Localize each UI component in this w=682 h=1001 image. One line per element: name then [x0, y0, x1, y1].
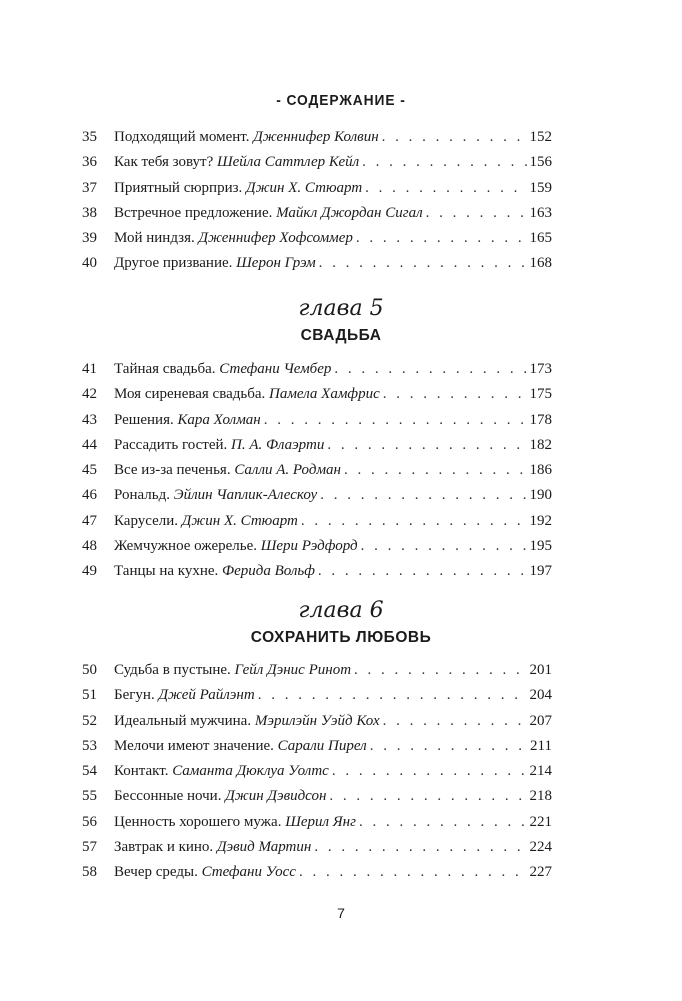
entry-title: Как тебя зовут?	[114, 154, 214, 171]
entry-number: 40	[82, 255, 97, 272]
leader-dots	[299, 864, 527, 881]
entry-title: Контакт.	[114, 763, 169, 780]
entry-title: Рассадить гостей.	[114, 436, 228, 453]
entry-page: 156	[529, 154, 552, 171]
entry-page: 168	[529, 255, 552, 272]
chapter-title: СВАДЬБА	[300, 327, 382, 344]
entry-author: Памела Хамфрис	[269, 386, 380, 403]
chapter-label: глава 5	[298, 296, 384, 321]
toc-entry[interactable]	[82, 205, 552, 230]
entry-author: Кара Холман	[177, 411, 261, 428]
entry-title: Мелочи имеют значение.	[114, 737, 274, 754]
toc-entry[interactable]	[82, 814, 552, 839]
entry-number: 48	[82, 538, 97, 555]
toc-entry[interactable]	[82, 763, 552, 788]
entry-page: 163	[529, 204, 552, 221]
entry-author: Дженнифер Колвин	[253, 129, 379, 145]
leader-dots	[370, 738, 527, 755]
entry-page: 159	[529, 179, 552, 196]
entry-title: Карусели.	[114, 512, 179, 529]
entry-page: 207	[529, 712, 552, 729]
entry-page: 221	[529, 813, 552, 830]
entry-author: Шерил Янг	[285, 813, 356, 830]
entry-author: Мэрилэйн Уэйд Кох	[254, 712, 380, 729]
entry-number: 42	[82, 386, 97, 403]
toc-entry[interactable]	[82, 230, 552, 255]
toc-entry[interactable]	[82, 788, 552, 813]
entry-title: Бегун.	[114, 687, 155, 704]
toc-list-continued	[82, 129, 552, 281]
toc-entry[interactable]	[82, 513, 552, 538]
entry-page: 204	[529, 687, 552, 704]
contents-header: - СОДЕРЖАНИЕ -	[276, 92, 406, 109]
leader-dots	[354, 662, 526, 679]
entry-page: 211	[530, 737, 552, 754]
entry-author: Ферида Вольф	[222, 563, 315, 580]
entry-title: Тайная свадьба.	[114, 361, 216, 377]
toc-entry[interactable]	[82, 738, 552, 763]
entry-title: Все из-за печенья.	[114, 462, 231, 479]
entry-title: Ценность хорошего мужа.	[114, 813, 282, 830]
entry-title: Другое призвание.	[114, 255, 233, 272]
entry-author: Шери Рэдфорд	[260, 538, 358, 555]
leader-dots	[319, 255, 527, 272]
entry-page: 218	[529, 788, 552, 805]
entry-page: 152	[529, 129, 552, 145]
entry-author: Саманта Дюклуа Уолтс	[172, 763, 329, 780]
entry-page: 214	[529, 763, 552, 780]
entry-title: Вечер среды.	[114, 864, 198, 881]
entry-number: 54	[82, 763, 97, 780]
entry-title: Танцы на кухне.	[114, 563, 219, 580]
chapter-title: СОХРАНИТЬ ЛЮБОВЬ	[250, 629, 432, 646]
leader-dots	[383, 386, 527, 403]
entry-author: Майкл Джордан Сигал	[276, 204, 423, 221]
entry-page: 178	[529, 411, 552, 428]
leader-dots	[318, 563, 527, 580]
leader-dots	[301, 513, 527, 530]
leader-dots	[356, 230, 527, 247]
leader-dots	[327, 437, 526, 454]
toc-list-chapter-6	[82, 662, 552, 890]
entry-title: Судьба в пустыне.	[114, 662, 231, 678]
entry-author: Гейл Дэнис Ринот	[234, 662, 352, 678]
entry-page: 197	[529, 563, 552, 580]
entry-author: Салли А. Родман	[234, 462, 341, 479]
entry-number: 44	[82, 436, 97, 453]
leader-dots	[314, 839, 526, 856]
entry-title: Идеальный мужчина.	[114, 712, 252, 729]
entry-number: 56	[82, 813, 97, 830]
entry-title: Встречное предложение.	[114, 204, 273, 221]
entry-title: Моя сиреневая свадьба.	[114, 386, 266, 403]
leader-dots	[382, 129, 527, 146]
entry-author: Дженнифер Хофсоммер	[198, 230, 353, 247]
toc-entry[interactable]	[82, 412, 552, 437]
entry-number: 45	[82, 462, 97, 479]
chapter-5-heading	[0, 296, 682, 347]
entry-author: Дэвид Мартин	[216, 839, 312, 856]
entry-page: 165	[529, 230, 552, 247]
leader-dots	[334, 361, 526, 378]
chapter-label: глава 6	[298, 598, 384, 623]
entry-page: 192	[529, 512, 552, 529]
entry-title: Завтрак и кино.	[114, 839, 214, 856]
entry-number: 38	[82, 204, 97, 221]
entry-author: Стефани Чембер	[219, 361, 332, 377]
toc-entry[interactable]	[82, 687, 552, 712]
toc-entry[interactable]	[82, 538, 552, 563]
entry-number: 47	[82, 512, 97, 529]
entry-number: 58	[82, 864, 97, 881]
entry-title: Рональд.	[114, 487, 170, 504]
toc-entry[interactable]	[82, 864, 552, 889]
toc-entry[interactable]	[82, 154, 552, 179]
entry-author: Джей Райлэнт	[158, 687, 255, 704]
toc-entry[interactable]	[82, 129, 552, 154]
entry-page: 173	[529, 361, 552, 377]
entry-number: 36	[82, 154, 97, 171]
toc-entry[interactable]	[82, 713, 552, 738]
entry-number: 37	[82, 179, 97, 196]
entry-page: 190	[529, 487, 552, 504]
toc-entry[interactable]	[82, 361, 552, 386]
entry-number: 35	[82, 129, 97, 145]
toc-list-chapter-5	[82, 361, 552, 589]
leader-dots	[359, 814, 527, 831]
leader-dots	[361, 538, 527, 555]
leader-dots	[264, 412, 527, 429]
entry-author: Шерон Грэм	[236, 255, 316, 272]
entry-number: 43	[82, 411, 97, 428]
entry-number: 55	[82, 788, 97, 805]
entry-page: 186	[529, 462, 552, 479]
entry-author: Джин Х. Стюарт	[246, 179, 363, 196]
leader-dots	[426, 205, 527, 222]
toc-entry[interactable]	[82, 180, 552, 205]
entry-author: Сарали Пирел	[277, 737, 367, 754]
leader-dots	[383, 713, 527, 730]
entry-page: 224	[529, 839, 552, 856]
page-number: 7	[337, 905, 345, 921]
entry-page: 175	[529, 386, 552, 403]
entry-author: Джин Дэвидсон	[225, 788, 327, 805]
entry-page: 195	[529, 538, 552, 555]
leader-dots	[258, 687, 527, 704]
toc-entry[interactable]	[82, 662, 552, 687]
entry-author: Стефани Уосс	[201, 864, 296, 881]
entry-number: 53	[82, 737, 97, 754]
entry-title: Решения.	[114, 411, 174, 428]
entry-number: 52	[82, 712, 97, 729]
toc-entry[interactable]	[82, 462, 552, 487]
toc-entry[interactable]	[82, 839, 552, 864]
entry-title: Приятный сюрприз.	[114, 179, 243, 196]
entry-title: Бессонные ночи.	[114, 788, 222, 805]
entry-page: 227	[529, 864, 552, 881]
entry-title: Жемчужное ожерелье.	[114, 538, 257, 555]
entry-author: Джин Х. Стюарт	[181, 512, 298, 529]
toc-entry[interactable]	[82, 255, 552, 280]
leader-dots	[320, 487, 526, 504]
toc-entry[interactable]	[82, 386, 552, 411]
entry-number: 49	[82, 563, 97, 580]
entry-author: Шейла Саттлер Кейл	[217, 154, 360, 171]
toc-entry[interactable]	[82, 487, 552, 512]
leader-dots	[365, 180, 526, 197]
leader-dots	[344, 462, 527, 479]
toc-entry[interactable]	[82, 437, 552, 462]
leader-dots	[332, 763, 527, 780]
chapter-6-heading	[0, 598, 682, 649]
entry-number: 41	[82, 361, 97, 377]
entry-number: 57	[82, 839, 97, 856]
entry-number: 51	[82, 687, 97, 704]
entry-number: 39	[82, 230, 97, 247]
entry-number: 50	[82, 662, 97, 678]
entry-page: 182	[529, 436, 552, 453]
entry-author: Эйлин Чаплик-Алескоу	[173, 487, 318, 504]
leader-dots	[362, 154, 526, 171]
entry-title: Мой ниндзя.	[114, 230, 195, 247]
entry-page: 201	[529, 662, 552, 678]
entry-number: 46	[82, 487, 97, 504]
toc-entry[interactable]	[82, 563, 552, 588]
entry-author: П. А. Флаэрти	[231, 436, 325, 453]
leader-dots	[329, 788, 526, 805]
entry-title: Подходящий момент.	[114, 129, 250, 145]
